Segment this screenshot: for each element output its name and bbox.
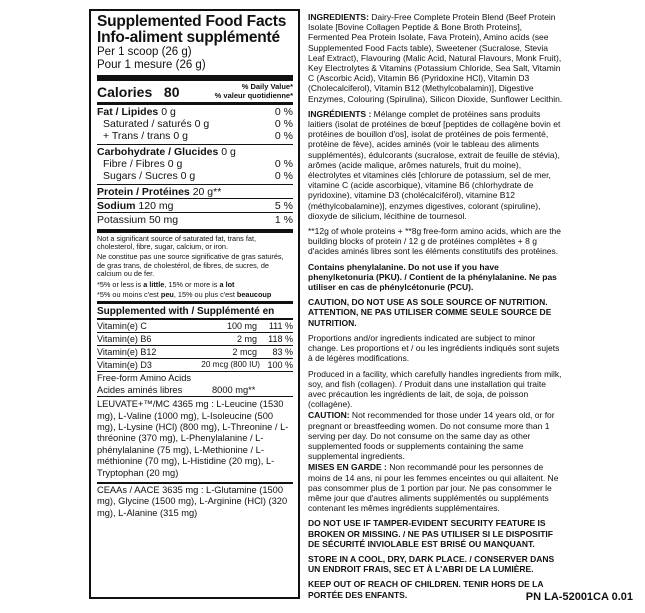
vitamin-row: Vitamin(e) B12 2 mcg 83 % [97,347,293,358]
dv-header-en: % Daily Value* [241,82,293,91]
divider-medium-3 [97,482,293,484]
supplemented-header: Supplemented with / Supplémenté en [97,306,275,318]
ceaas-block: CEAAs / AACE 3635 mg : L-Glutamine (1500 mg), Glycine (1500 mg), L-Arginine (HCl) (320 mg), L-Alanine (315 mg) [97,485,288,518]
sugars-value: 0 g [180,170,196,182]
not-significant-en: Not a significant source of saturated fat, trans fat, cholesterol, fibre, sugar, calcium, or iron. [97,234,256,252]
fibre-dv: 0 % [274,158,293,170]
potassium-label: Potassium [97,214,147,226]
trans-label: + Trans / trans [103,130,171,142]
leuvate-block: LEUVATE+™/MC 4365 mg : L-Leucine (1530 mg), L-Valine (1000 mg), L-Isoleucine (500 mg), L-Lysine (HCl) (800 mg), L-Threonine / L-thréonine (370 mg), L-Phenylalanine / L-phénylalanine (75 mg), L-Methionine / L-méthionine (70 mg), L-Histidine (20 mg), L-Tryptophan (20 mg) [97,396,293,479]
saturated-dv: 0 % [274,118,293,130]
fibre-row [97,158,293,170]
sodium-dv: 5 % [274,200,293,212]
dv-header-fr: % valeur quotidienne* [214,90,293,100]
trans-value: 0 g [173,130,188,142]
facility-note: Produced in a facility, which carefully handles ingredients from milk, soy, and fish (collagen). / Produit dans une installation qui traite avec précaution les ingrédients de lait, de soja, de poisson (collagène). [308,368,562,410]
protein-value: 20 g** [192,186,222,198]
facts-title-fr: Info-aliment supplémenté [97,29,280,46]
nutrition-facts-panel [89,9,300,599]
fibre-value: 0 g [167,158,183,170]
calories-label: Calories [97,83,153,100]
protein-row [97,184,293,198]
proportions-note: Proportions and/or ingredients indicated are subject to minor change. Les proportions et / ou les ingrédients indiqués sont sujets à de légères modifications. [308,332,560,364]
potassium-dv: 1 % [274,214,293,226]
fat-value: 0 g [161,106,176,118]
storage-instructions: STORE IN A COOL, DRY, DARK PLACE. / CONSERVER DANS UN ENDROIT FRAIS, SEC ET À L'ABRI DE LA LUMIÈRE. [308,553,555,575]
divider-medium [97,102,293,105]
fibre-label: Fibre / Fibres [103,158,165,170]
serving-size-en: Per 1 scoop (26 g) [97,46,192,58]
vitamin-row: Vitamin(e) C 100 mg 111 % [97,321,293,332]
divider-medium-2 [97,301,293,304]
vitamin-row: Vitamin(e) B6 2 mg 118 % [97,334,293,345]
carbs-row [97,144,293,158]
calories-value: 80 [163,83,180,100]
calories-row [97,83,293,100]
caution-fr: MISES EN GARDE : Non recommandé pour les personnes de moins de 14 ans, ni pour les femmes enceintes ou qui allaitent. Ne pas consommer plus de 1 portion par jour. Ne pas consommer le même jour que d'autres aliments supplémentés ou suppléments contenant les mêmes ingrédients supplémentaires. [308,462,559,514]
caution-en: CAUTION: Not recommended for those under 14 years old, or for pregnant or breastfeeding women. Do not consume more than 1 serving per day. Do not consume on the same day as other supplemented foods or supplements containing the same supplemental ingredients. [308,410,555,462]
potassium-row [97,212,293,226]
part-number: PN LA-52001CA 0.01 [525,591,633,603]
trans-row [97,130,293,142]
keep-out-of-reach: KEEP OUT OF REACH OF CHILDREN. TENIR HORS DE LA PORTÉE DES ENFANTS. [308,579,544,600]
sugars-row [97,170,293,182]
fat-dv: 0 % [274,106,293,118]
saturated-label: Saturated / saturés [103,118,192,130]
amino-acids-row [97,371,293,396]
serving-size-fr: Pour 1 mesure (26 g) [97,59,206,71]
carbs-label: Carbohydrate / Glucides [97,146,219,158]
saturated-value: 0 g [194,118,210,130]
ingredients-en: INGREDIENTS: Dairy-Free Complete Protein Blend (Beef Protein Isolate [Bovine Collagen Peptide & Bone Broth Proteins], Fermented Pea Protein Isolate, Fava Protein), Amino acids (see Supplemented Food Facts table), Sweetener (Sucralose, Stevia Leaf Extract), Flavouring (Malic Acid, Natural Flavours, Monk Fruit), Key Electrolytes & Vitamins (Potassium Chloride, Sea Salt, Vitamin C (Ascorbic Acid), Vitamin B6 (Pyridoxine HCl), Vitamin D3 (Cholecalciferol), Vitamin B12 (Methylcobalamin)], Digestive Enzymes, Colouring (Spirulina), Silicon Dioxide, Sunflower Lecithin. [308,12,563,104]
footnote-en: *5% or less is a little, 15% or more is a lot [97,280,235,290]
fat-label: Fat / Lipides [97,106,159,118]
amino-label-en: Free-form Amino Acids [97,373,192,384]
footnote-fr: *5% ou moins c'est peu, 15% ou plus c'est beaucoup [97,290,272,300]
protein-label: Protein / Protéines [97,186,190,198]
trans-dv: 0 % [274,130,293,142]
sodium-value: 120 mg [138,200,174,212]
tamper-warning: DO NOT USE IF TAMPER-EVIDENT SECURITY FEATURE IS BROKEN OR MISSING. / NE PAS UTILISER SI LE DISPOSITIF DE SÉCURITÉ INVIOLABLE EST BRISÉ OU MANQUANT. [308,518,553,549]
protein-note: **12g of whole proteins + **8g free-form amino acids, which are the building blocks of protein / 12 g de protéines complètes + 8 g d'acides aminés libres sont les éléments constitutifs des protéines. [308,226,562,257]
ingredients-column [308,12,565,605]
carbs-value: 0 g [221,146,236,158]
ingredients-fr: INGRÉDIENTS : Mélange complet de protéines sans produits laitiers (isolat de protéines de bœuf [peptides de collagène bovin et protéines de bouillon d'os], isolat de protéines de pois fermenté, protéine de fève), acides aminés (voir le tableau des aliments supplémentés), édulcorants (sucralose, extrait de feuille de stévia), arômes (acide malique, arômes naturels, fruit du moine), électrolytes et vitamines clés [chlorure de potassium, sel de mer, vitamine C (acide ascorbique), vitamine B6 (chlorhydrate de pyridoxine), vitamine D3 (cholécalciférol), vitamine B12 (méthylcobalamine)], enzymes digestives, colorant (spiruline), dioxyde de silicium, lécithine de tournesol. [308,108,561,221]
potassium-value: 50 mg [148,214,179,226]
vitamin-list [97,318,293,371]
divider-thick [97,75,293,81]
sugars-label: Sugars / Sucres [103,170,178,182]
facts-title-en: Supplemented Food Facts [97,13,287,30]
vitamin-row: Vitamin(e) D3 20 mcg (800 IU) 100 % [97,360,293,371]
amino-value: 8000 mg** [212,384,256,395]
divider-thick-2 [97,229,293,233]
sole-source-caution: CAUTION, DO NOT USE AS SOLE SOURCE OF NUTRITION. ATTENTION, NE PAS UTILISER COMME SEULE SOURCE DE NUTRITION. [308,297,552,328]
sodium-label: Sodium [97,200,136,212]
amino-label-fr: Acides aminés libres [97,384,183,395]
not-significant-fr: Ne constitue pas une source significative de gras saturés, de gras trans, de cholestérol, de fibres, de sucres, de calcium ou de fer. [97,252,284,278]
pku-warning: Contains phenylalanine. Do not use if you have phenylketonuria (PKU). / Contient de la phénylalanine. Ne pas utiliser en cas de phénylcétonurie (PCU). [308,261,557,293]
sodium-row [97,198,293,212]
saturated-row [97,118,293,130]
sugars-dv: 0 % [274,170,293,182]
fat-row [97,106,293,118]
